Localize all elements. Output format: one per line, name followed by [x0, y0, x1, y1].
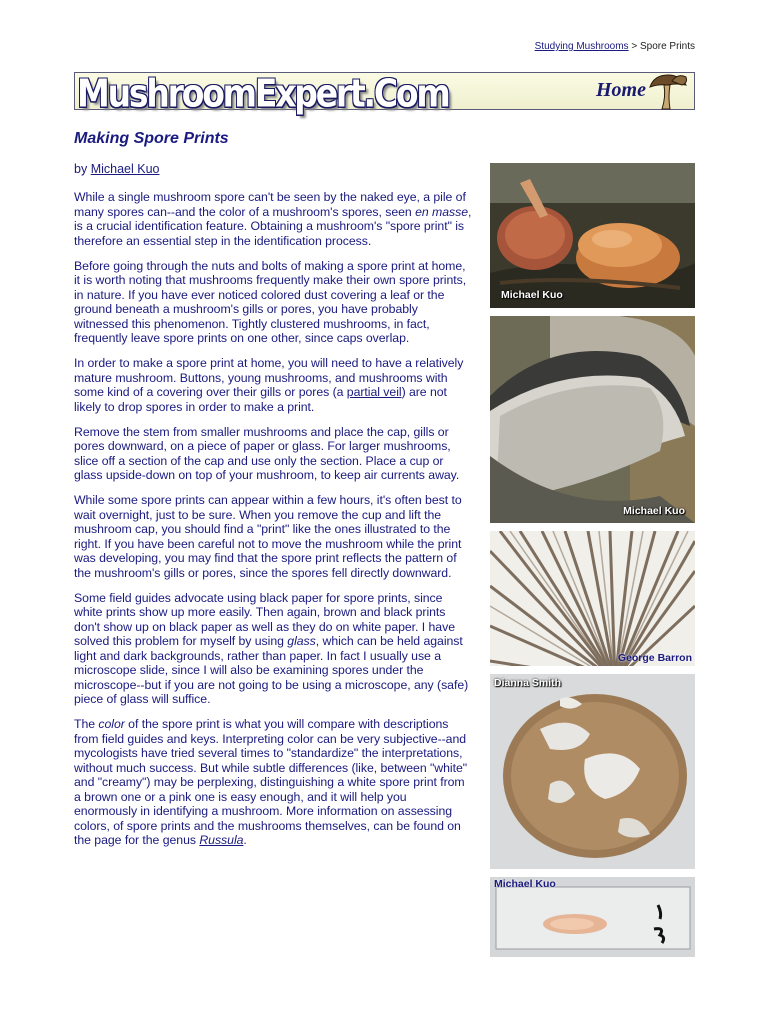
- paragraph-color: The color of the spore print is what you will compare with descriptions from field guides and keys. Interpreting color can be very subjective--and mycologists have tried several times to "standardize" the interpretations, without much success. But while subtle differences (like, between "white" and "creamy") may be perplexing, distinguishing a white spore print from a brown one or a pink one is easy enough, and it will help you enormously in identifying a mushroom. More information on assessing colors, of spore prints and the mushrooms themselves, can be found on the page for the genus Russula.: [74, 717, 468, 847]
- photo-credit: Dianna Smith: [494, 677, 562, 689]
- photo-column: [490, 163, 695, 965]
- paragraph-intro: While a single mushroom spore can't be seen by the naked eye, a pile of many spores can--and the color of a mushroom's spores, seen en masse, is a crucial identification feature. Obtaining a mushroom's "spore print" is therefore an essential step in the identification process.: [74, 190, 472, 248]
- paragraph-wait-overnight: While some spore prints can appear within a few hours, it's often best to wait overnight, just to be sure. When you remove the cup and lift the mushroom cap, you should find a "print" like the ones illustrated to the right. If you have been careful not to move the mushroom while the print was developing, you may find that the spore print reflects the pattern of the mushroom's gills or pores, since the spores fell directly downward.: [74, 493, 462, 580]
- photo-mushroom-gills: [490, 316, 695, 523]
- photo-pore-spore-print: [490, 674, 695, 869]
- breadcrumb-current: Spore Prints: [639, 41, 695, 52]
- photo-credit: George Barron: [617, 652, 692, 664]
- breadcrumb-separator: >: [631, 41, 638, 52]
- photo-spore-print-slide: [490, 877, 695, 957]
- home-link[interactable]: Home: [596, 79, 646, 101]
- breadcrumb-studying-mushrooms-link[interactable]: Studying Mushrooms: [534, 41, 629, 52]
- byline: [74, 162, 159, 176]
- byline-prefix: by: [74, 162, 88, 176]
- paragraph-remove-stem: Remove the stem from smaller mushrooms and place the cap, gills or pores downward, on a piece of paper or glass. For larger mushrooms, slice off a section of the cap and use only the section. Place a cup or glass upside-down on top of your mushroom, to keep air currents away.: [74, 424, 460, 482]
- paragraph-nature: Before going through the nuts and bolts of making a spore print at home, it is worth noting that mushrooms frequently make their own spore prints, in nature. If you have ever noticed colored dust covering a leaf or the ground beneath a mushroom's gills or pores, you have probably witnessed this phenomenon. Tightly clustered mushrooms, in fact, frequently leave spore prints on one other, since caps overlap.: [74, 258, 467, 345]
- photo-mushroom-caps: [490, 163, 695, 308]
- paragraph-mature-mushroom: In order to make a spore print at home, you will need to have a relatively mature mushroom. Buttons, young mushrooms, and mushrooms with some kind of a covering over their gills or pores (a partial veil) are not likely to drop spores in order to make a print.: [74, 356, 464, 414]
- author-link[interactable]: Michael Kuo: [90, 162, 160, 176]
- breadcrumb: [535, 41, 695, 52]
- photo-credit: Michael Kuo: [501, 289, 563, 301]
- site-logo[interactable]: MushroomExpert.Com: [77, 71, 449, 116]
- paragraph-glass: Some field guides advocate using black paper for spore prints, since white prints show up more easily. Then again, brown and black prints don't show up on black paper as well as they do on white paper. I have solved this problem for myself by using glass, which can be held against light and dark backgrounds, rather than paper. In fact I usually use a microscope slide, since I will also be examining spores under the microscope--but if you are not going to be using a microscope, any (safe) piece of glass will suffice.: [74, 590, 469, 706]
- photo-gill-spore-print: [490, 531, 695, 666]
- photo-credit: Michael Kuo: [494, 878, 556, 890]
- mushroom-icon[interactable]: [646, 69, 690, 118]
- partial-veil-link[interactable]: partial veil: [346, 385, 402, 399]
- article-body: [74, 190, 472, 858]
- page-title: Making Spore Prints: [74, 130, 229, 147]
- russula-link[interactable]: Russula: [199, 833, 244, 847]
- photo-credit: Michael Kuo: [623, 505, 685, 517]
- site-banner: [74, 71, 695, 116]
